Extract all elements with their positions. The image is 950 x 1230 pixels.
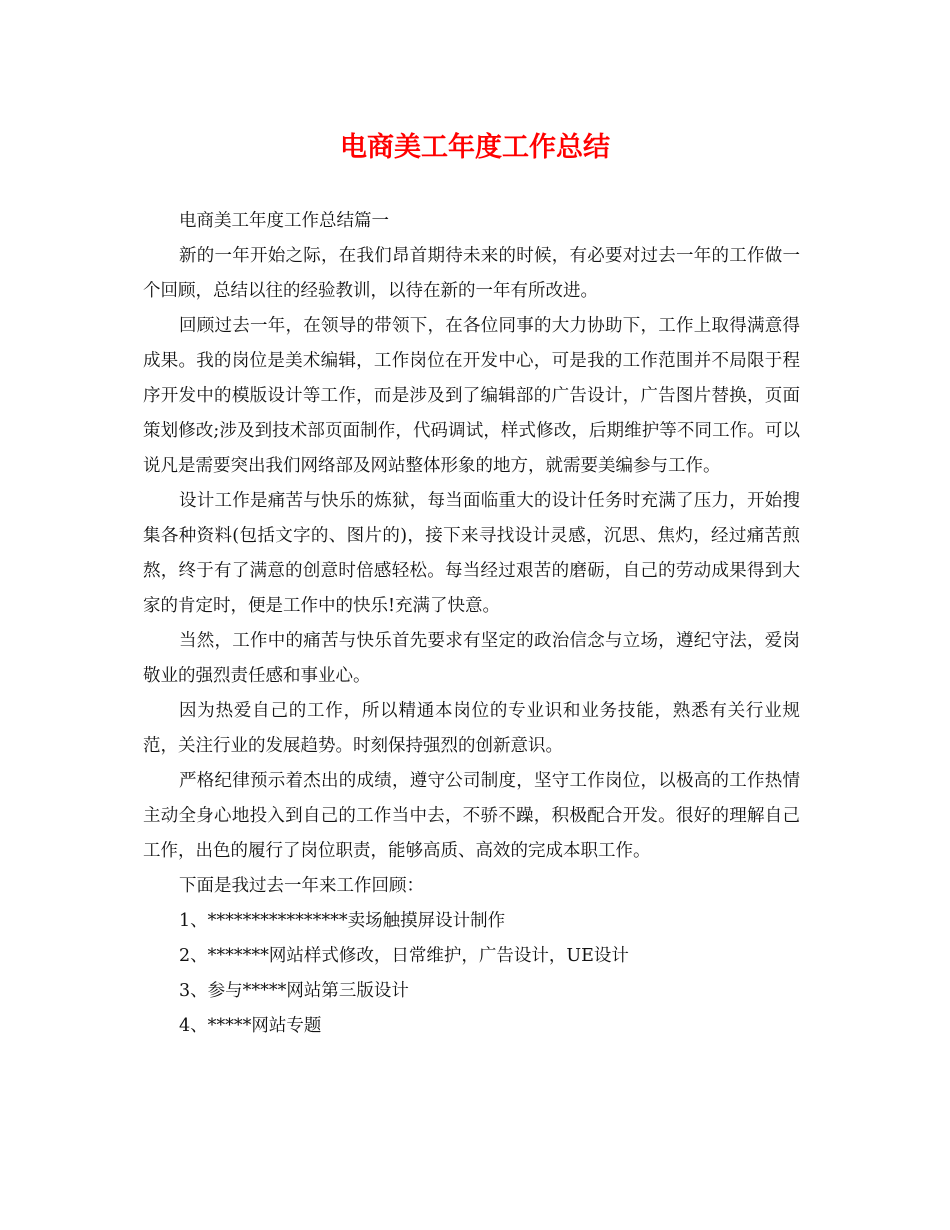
list-item: 3、参与*****网站第三版设计 [179,981,409,1001]
paragraph: 回顾过去一年，在领导的带领下，在各位同事的大力协助下，工作上取得满意得成果。我的岗位是美术编辑，工作岗位在开发中心，可是我的工作范围并不局限于程序开发中的模版设计等工作，而是涉及到了编辑部的广告设计，广告图片替换，页面策划修改;涉及到技术部页面制作，代码调试，样式修改，后期维护等不同工作。可以说凡是需要突出我们网络部及网站整体形象的地方，就需要美编参与工作。 [143,316,800,476]
document-body [143,204,800,1044]
list-item: 1、****************卖场触摸屏设计制作 [179,911,506,931]
paragraph: 当然，工作中的痛苦与快乐首先要求有坚定的政治信念与立场，遵纪守法，爱岗敬业的强烈责任感和事业心。 [143,631,800,686]
paragraph: 因为热爱自己的工作，所以精通本岗位的专业识和业务技能，熟悉有关行业规范，关注行业的发展趋势。时刻保持强烈的创新意识。 [143,701,800,756]
paragraph: 设计工作是痛苦与快乐的炼狱，每当面临重大的设计任务时充满了压力，开始搜集各种资料(包括文字的、图片的)，接下来寻找设计灵感，沉思、焦灼，经过痛苦煎熬，终于有了满意的创意时倍感轻松。每当经过艰苦的磨砺，自己的劳动成果得到大家的肯定时，便是工作中的快乐!充满了快意。 [143,491,800,616]
list-item: 2、*******网站样式修改，日常维护，广告设计，UE设计 [179,946,629,966]
list-item: 4、*****网站专题 [179,1016,322,1036]
document-title: 电商美工年度工作总结 [340,132,610,163]
paragraph: 下面是我过去一年来工作回顾： [179,876,424,896]
section-heading: 电商美工年度工作总结篇一 [179,211,389,231]
paragraph: 新的一年开始之际，在我们昂首期待未来的时候，有必要对过去一年的工作做一个回顾，总结以往的经验教训，以待在新的一年有所改进。 [143,246,800,301]
paragraph: 严格纪律预示着杰出的成绩，遵守公司制度，坚守工作岗位，以极高的工作热情主动全身心地投入到自己的工作当中去，不骄不躁，积极配合开发。很好的理解自己工作，出色的履行了岗位职责，能够高质、高效的完成本职工作。 [143,771,800,861]
